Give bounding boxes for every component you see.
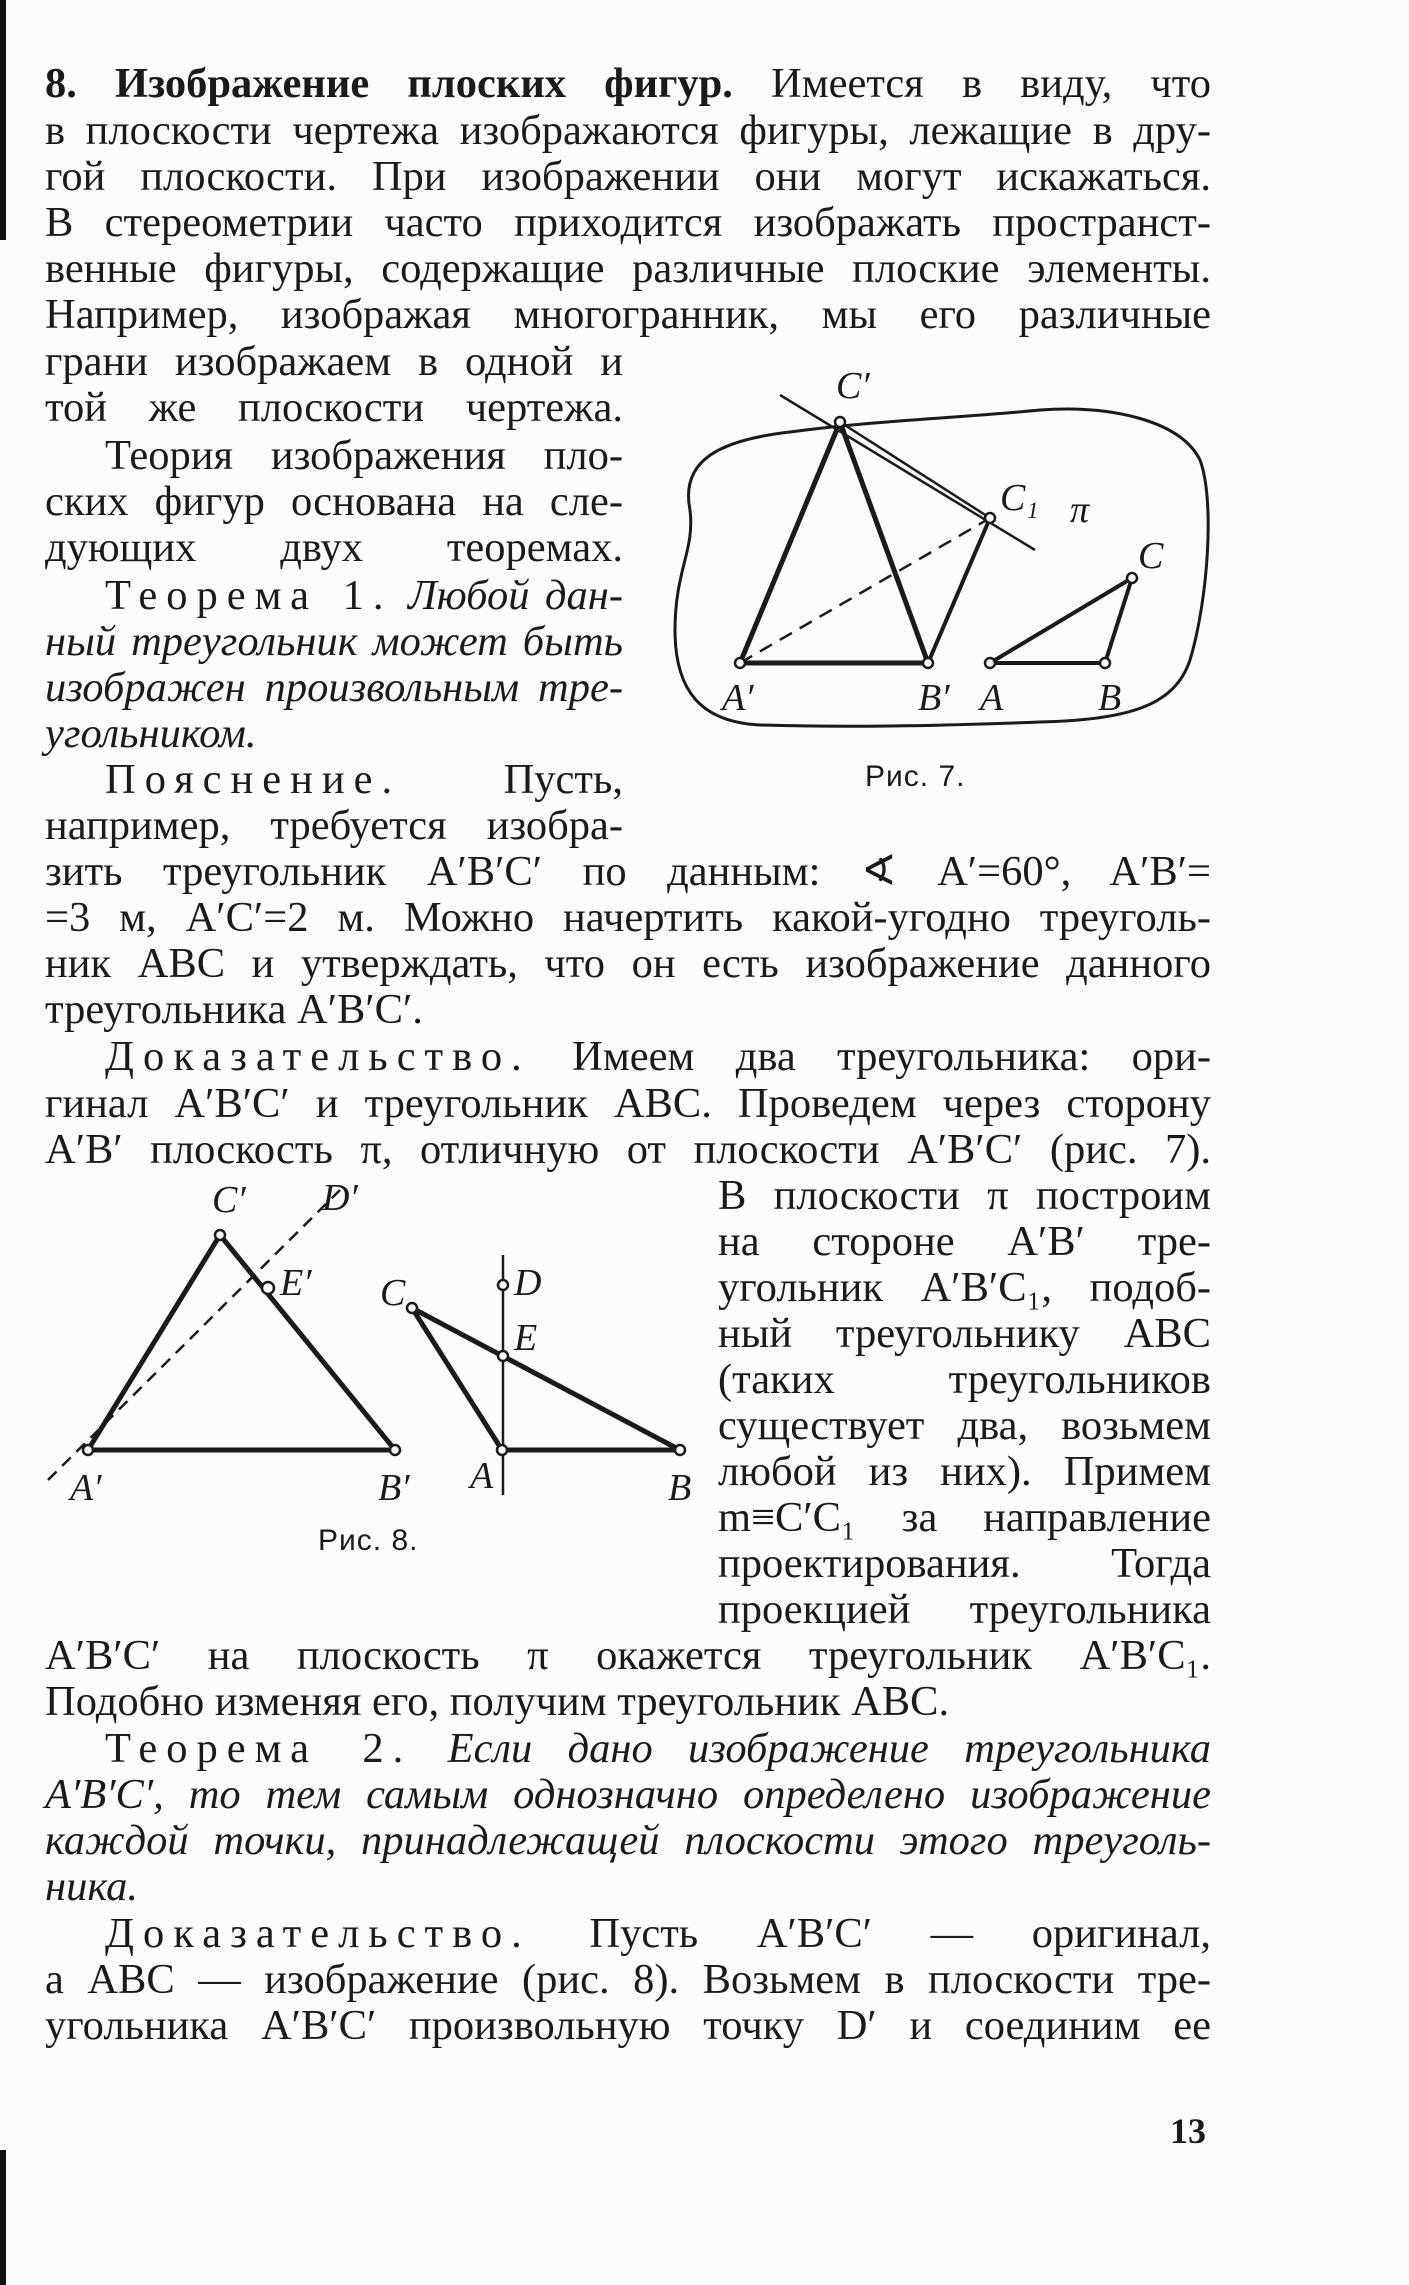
proof-1-line: угольник A′B′C₁, подоб- bbox=[718, 1264, 1211, 1311]
proof-2-label: Доказательство. bbox=[105, 1910, 531, 1957]
theorem-2-line: ника. bbox=[45, 1863, 139, 1910]
label-c: C bbox=[1138, 535, 1164, 577]
theorem-1-line: ный треугольник может быть bbox=[45, 618, 623, 665]
proof-1-line: (таких треугольников bbox=[718, 1356, 1211, 1403]
text-line: В стереометрии часто приходится изображать пространст- bbox=[45, 199, 1211, 246]
section-number: 8. bbox=[45, 60, 77, 107]
figure-8-caption: Рис. 8. bbox=[318, 1524, 419, 1557]
proof-1-line bbox=[45, 1033, 1211, 1081]
proof-1-line: ный треугольнику ABC bbox=[718, 1310, 1211, 1357]
proof-1-line: В плоскости π построим bbox=[718, 1172, 1211, 1219]
theorem-1-text: Любой дан- bbox=[407, 572, 623, 619]
label-d-prime: D′ bbox=[322, 1177, 358, 1219]
theorem-2-text: Если дано изображение треугольника bbox=[447, 1725, 1211, 1772]
label-c: C bbox=[380, 1272, 406, 1314]
label-b: B bbox=[668, 1467, 692, 1509]
text-line: Например, изображая многогранник, мы его различные bbox=[45, 291, 1211, 338]
figure-7-caption: Рис. 7. bbox=[865, 760, 966, 793]
label-c-prime: C′ bbox=[836, 365, 870, 407]
proof-1-line: A′B′C′ на плоскость π окажется треугольник A′B′C₁. bbox=[45, 1632, 1211, 1679]
point bbox=[985, 513, 995, 523]
explanation-line: например, требуется изобра- bbox=[45, 802, 623, 849]
theorem-2-label: Теорема 2. bbox=[105, 1725, 413, 1772]
proof-1-line: Подобно изменяя его, получим треугольник ABC. bbox=[45, 1678, 950, 1725]
explanation-line: ник ABC и утверждать, что он есть изображение данного bbox=[45, 940, 1211, 987]
text-line: венные фигуры, содержащие различные плоские элементы. bbox=[45, 245, 1211, 292]
label-a-prime: A′ bbox=[722, 677, 754, 719]
point bbox=[985, 658, 995, 668]
point bbox=[83, 1445, 93, 1455]
label-pi: π bbox=[1070, 489, 1090, 531]
label-a: A bbox=[980, 677, 1004, 719]
label-a: A bbox=[470, 1455, 494, 1497]
label-e: E bbox=[514, 1317, 538, 1359]
point bbox=[497, 1445, 507, 1455]
page-number: 13 bbox=[1170, 2111, 1206, 2151]
proof-1-line: m≡C′C₁ за направление bbox=[718, 1494, 1211, 1541]
text-line: гой плоскости. При изображении они могут искажаться. bbox=[45, 153, 1211, 200]
label-b: B bbox=[1098, 677, 1122, 719]
theorem-2-line: каждой точки, принадлежащей плоскости этого треуголь- bbox=[45, 1817, 1211, 1864]
proof-2-line: угольника A′B′C′ произвольную точку D′ и соединим ее bbox=[45, 2002, 1211, 2049]
label-b-prime: B′ bbox=[378, 1467, 410, 1509]
theorem-2-line: A′B′C′, то тем самым однозначно определено изображение bbox=[45, 1771, 1211, 1818]
label-e-prime: E′ bbox=[280, 1262, 312, 1304]
point bbox=[498, 1280, 508, 1290]
scan-edge-mark bbox=[0, 2150, 6, 2285]
label-d: D bbox=[514, 1262, 542, 1304]
theorem-1-line: угольником. bbox=[45, 710, 257, 757]
proof-1-line: проектирования. Тогда bbox=[718, 1540, 1211, 1587]
proof-1-line: A′B′ плоскость π, отличную от плоскости A′B′C′ (рис. 7). bbox=[45, 1126, 1211, 1173]
text-line: в плоскости чертежа изображаются фигуры, лежащие в дру- bbox=[45, 107, 1211, 154]
theorem-2-line bbox=[45, 1725, 1211, 1773]
proof-1-line: проекцией треугольника bbox=[718, 1586, 1211, 1633]
triangle-edge bbox=[412, 1308, 680, 1450]
theorem-1-label: Теорема 1. bbox=[105, 572, 393, 619]
explanation-line bbox=[45, 756, 623, 804]
explanation-line: треугольника A′B′C′. bbox=[45, 986, 423, 1033]
triangle-edge-dashed bbox=[740, 518, 990, 663]
proof-1-line: любой из них). Примем bbox=[718, 1448, 1211, 1495]
proof-2-line: а ABC — изображение (рис. 8). Возьмем в плоскости тре- bbox=[45, 1956, 1211, 2003]
point bbox=[1127, 573, 1137, 583]
point bbox=[262, 1282, 274, 1294]
text-line: грани изображаем в одной и bbox=[45, 338, 623, 385]
point bbox=[498, 1351, 508, 1361]
section-heading-line bbox=[45, 60, 1211, 108]
theorem-1-line: изображен произвольным тре- bbox=[45, 664, 623, 711]
triangle-edge bbox=[928, 518, 990, 663]
point bbox=[407, 1303, 417, 1313]
point bbox=[390, 1445, 400, 1455]
explanation-text: Пусть, bbox=[503, 756, 623, 803]
proof-1-text: Имеем два треугольника: ори- bbox=[572, 1033, 1211, 1080]
explanation-line: =3 м, A′C′=2 м. Можно начертить какой-угодно треуголь- bbox=[45, 894, 1211, 941]
theorem-1-line bbox=[45, 572, 623, 620]
proof-1-line: гинал A′B′C′ и треугольник ABC. Проведем через сторону bbox=[45, 1080, 1211, 1127]
figure-8 bbox=[40, 1170, 700, 1510]
proof-1-label: Доказательство. bbox=[105, 1033, 531, 1080]
triangle-edge bbox=[88, 1235, 220, 1450]
explanation-label: Пояснение. bbox=[105, 756, 402, 803]
point bbox=[675, 1445, 685, 1455]
dashed-line bbox=[48, 1190, 340, 1480]
label-c1: C₁ bbox=[1000, 477, 1039, 519]
triangle-edge bbox=[740, 422, 840, 663]
figure-7 bbox=[660, 360, 1220, 750]
point bbox=[1100, 658, 1110, 668]
label-a-prime: A′ bbox=[70, 1467, 102, 1509]
text-line: той же плоскости чертежа. bbox=[45, 384, 623, 431]
label-c-prime: C′ bbox=[212, 1179, 246, 1221]
text-line: ских фигур основана на сле- bbox=[45, 478, 623, 525]
section-title: Изображение плоских фигур. bbox=[115, 60, 733, 107]
proof-1-line: на стороне A′B′ тре- bbox=[718, 1218, 1211, 1265]
point bbox=[835, 417, 845, 427]
point bbox=[215, 1230, 225, 1240]
section-intro: Имеется в виду, что bbox=[771, 60, 1212, 107]
text-line: Теория изображения пло- bbox=[105, 432, 623, 479]
proof-2-text: Пусть A′B′C′ — оригинал, bbox=[589, 1910, 1211, 1957]
projection-line-dashed bbox=[840, 422, 990, 518]
point bbox=[735, 658, 745, 668]
scan-edge-mark bbox=[0, 0, 6, 240]
explanation-line: зить треугольник A′B′C′ по данным: ∢ A′=60°, A′B′= bbox=[45, 848, 1211, 895]
label-b-prime: B′ bbox=[918, 677, 950, 719]
point bbox=[923, 658, 933, 668]
proof-2-line bbox=[45, 1910, 1211, 1958]
proof-1-line: существует два, возьмем bbox=[718, 1402, 1211, 1449]
text-line: дующих двух теоремах. bbox=[45, 524, 623, 571]
